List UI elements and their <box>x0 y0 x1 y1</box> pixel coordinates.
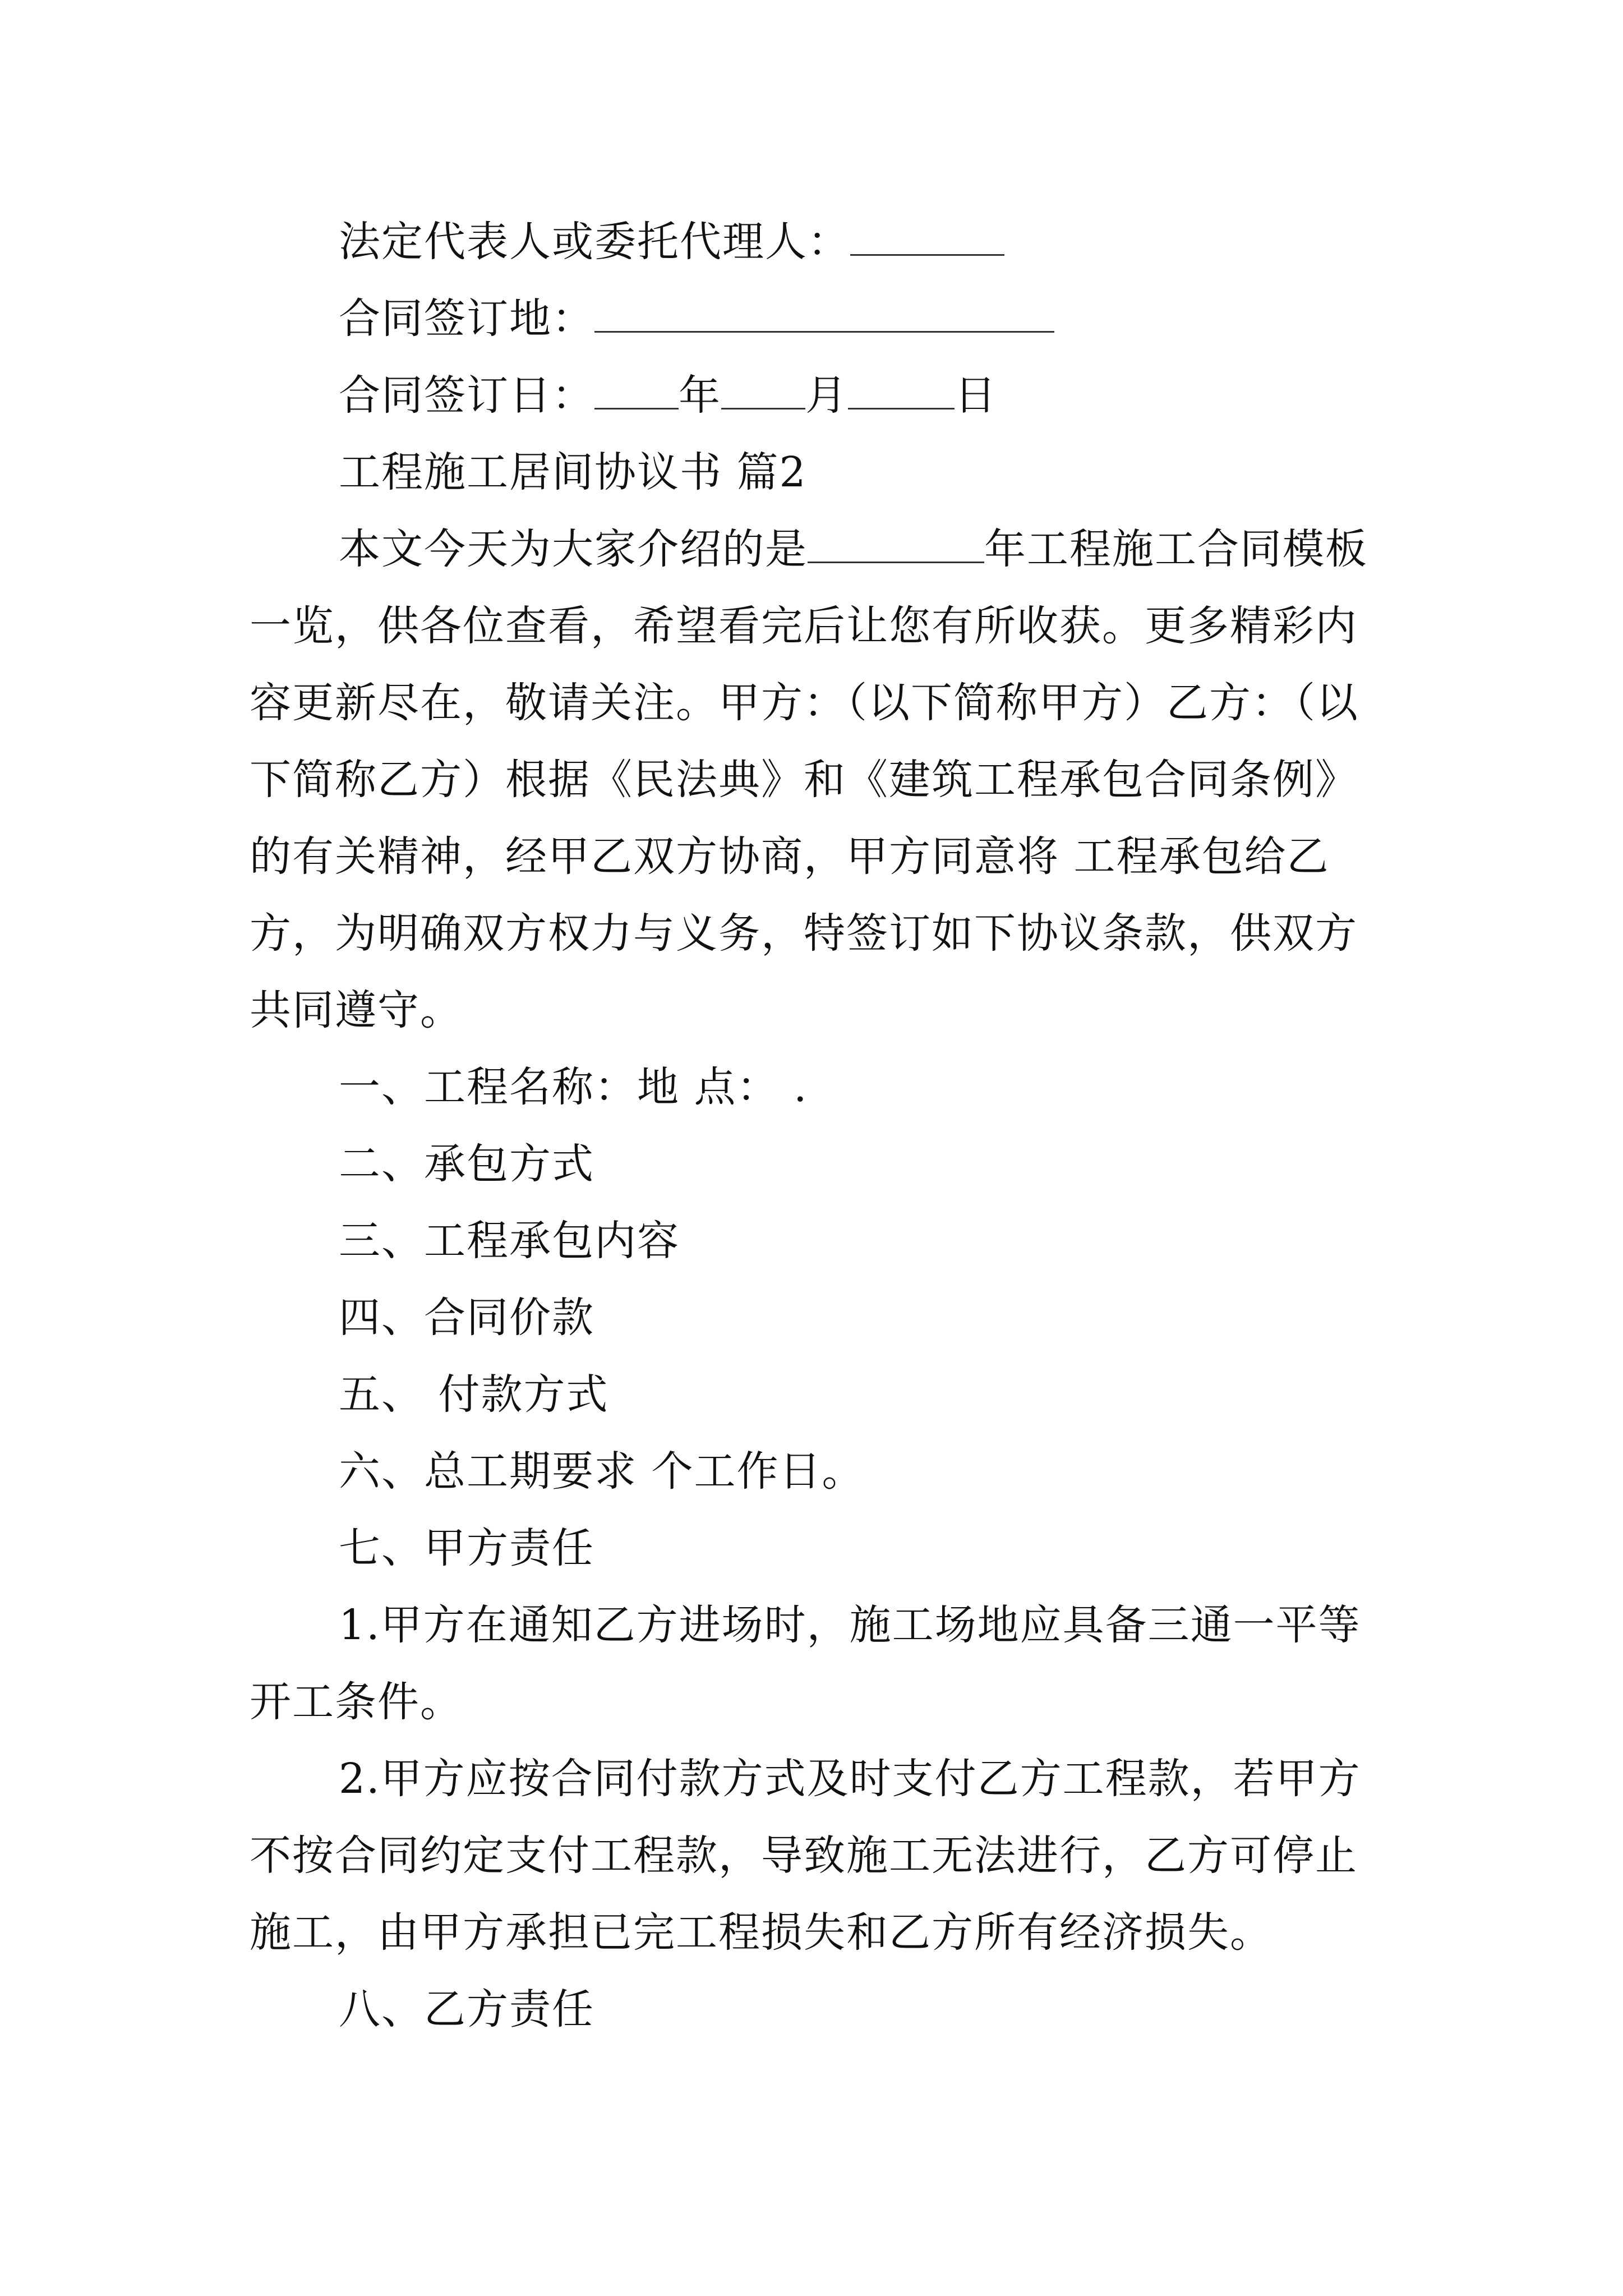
section-title: 工程施工居间协议书 篇2 <box>339 448 807 496</box>
party-a-item-2-line-2: 不按合同约定支付工程款，导致施工无法进行，乙方可停止 <box>250 1832 1358 1880</box>
signing-date-label: 合同签订日： <box>339 371 594 420</box>
party-a-item-2-line-3: 施工，由甲方承担已完工程损失和乙方所有经济损失。 <box>250 1908 1272 1957</box>
intro-line-5: 的有关精神，经甲乙双方协商，甲方同意将 工程承包给乙 <box>250 832 1330 881</box>
clause-8: 八、乙方责任 <box>339 1985 594 2033</box>
clause-1: 一、工程名称：地 点： . <box>339 1063 808 1111</box>
intro-line-3: 容更新尽在，敬请关注。甲方：（以下简称甲方）乙方：（以 <box>250 679 1359 727</box>
year-fill-blank[interactable] <box>808 528 984 563</box>
representative-blank[interactable] <box>850 220 1004 256</box>
day-blank[interactable] <box>848 374 955 409</box>
signing-date-line <box>339 357 1393 434</box>
intro-line-1-end: 年工程施工合同模板 <box>984 525 1368 573</box>
intro-line-1-start: 本文今天为大家介绍的是 <box>339 525 808 573</box>
intro-line-1 <box>339 511 1393 588</box>
signing-place-line <box>339 280 1393 357</box>
clause-5: 五、 付款方式 <box>339 1370 609 1419</box>
intro-line-6: 方，为明确双方权力与义务，特签订如下协议条款，供双方 <box>250 909 1358 958</box>
clause-3: 三、工程承包内容 <box>339 1217 680 1265</box>
representative-label: 法定代表人或委托代理人： <box>339 218 850 266</box>
intro-line-4: 下简称乙方）根据《民法典》和《建筑工程承包合同条例》 <box>250 756 1358 804</box>
day-label: 日 <box>955 371 997 420</box>
clause-7: 七、甲方责任 <box>339 1524 594 1572</box>
signing-place-blank[interactable] <box>594 297 1054 333</box>
representative-line <box>339 204 1393 280</box>
clause-4: 四、合同价款 <box>339 1294 594 1342</box>
clause-6: 六、总工期要求 个工作日。 <box>339 1447 865 1496</box>
party-a-item-1-line-1: 1.甲方在通知乙方进场时，施工场地应具备三通一平等 <box>339 1601 1361 1649</box>
party-a-item-2-line-1: 2.甲方应按合同付款方式及时支付乙方工程款，若甲方 <box>339 1755 1361 1803</box>
month-blank[interactable] <box>721 374 805 409</box>
intro-line-2: 一览，供各位查看，希望看完后让您有所收获。更多精彩内 <box>250 602 1358 650</box>
year-label: 年 <box>679 371 721 420</box>
year-blank[interactable] <box>594 374 679 409</box>
intro-line-7: 共同遵守。 <box>250 986 463 1034</box>
clause-2: 二、承包方式 <box>339 1140 594 1188</box>
signing-place-label: 合同签订地： <box>339 295 594 343</box>
month-label: 月 <box>805 371 848 420</box>
party-a-item-1-line-2: 开工条件。 <box>250 1678 463 1726</box>
